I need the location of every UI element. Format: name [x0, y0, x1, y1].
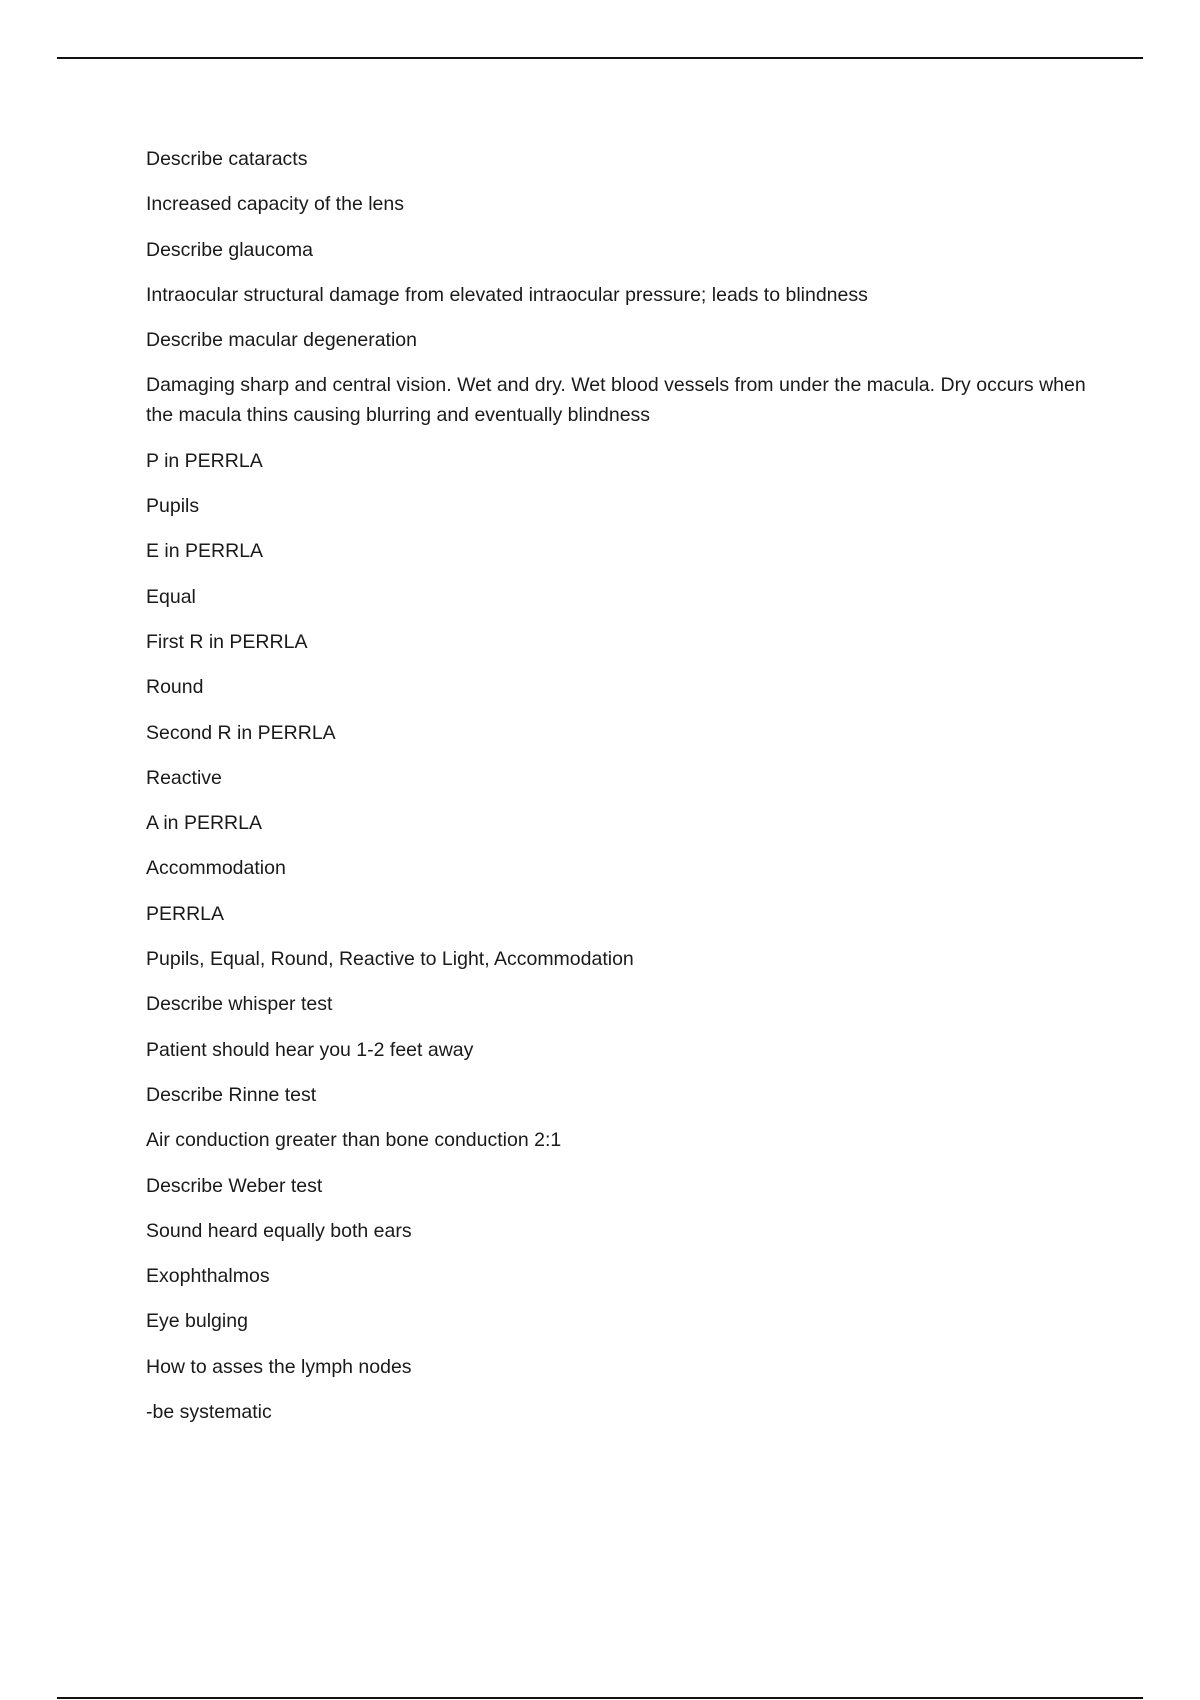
text-line: Describe Weber test: [146, 1174, 323, 1197]
text-line: Second R in PERRLA: [146, 721, 336, 744]
text-line: Accommodation: [146, 857, 286, 880]
text-line: Air conduction greater than bone conduction 2:1: [146, 1129, 562, 1152]
text-line: Reactive: [146, 766, 222, 789]
document-body: [146, 144, 1096, 1442]
text-line: Sound heard equally both ears: [146, 1219, 412, 1242]
text-line: Equal: [146, 585, 196, 608]
text-line: Eye bulging: [146, 1310, 248, 1333]
text-line: Round: [146, 676, 204, 699]
text-line: Patient should hear you 1-2 feet away: [146, 1038, 474, 1061]
text-line: Describe whisper test: [146, 993, 333, 1016]
text-line: PERRLA: [146, 902, 225, 925]
text-line: Pupils: [146, 495, 200, 518]
text-line: Intraocular structural damage from elevated intraocular pressure; leads to blindness: [146, 283, 868, 306]
text-line: Exophthalmos: [146, 1265, 270, 1288]
text-line: Describe Rinne test: [146, 1083, 317, 1106]
text-line: P in PERRLA: [146, 449, 263, 472]
text-line: First R in PERRLA: [146, 630, 308, 653]
header-rule: [57, 57, 1143, 59]
text-line: -be systematic: [146, 1401, 272, 1424]
footer-rule: [57, 1697, 1143, 1699]
text-line: Pupils, Equal, Round, Reactive to Light, Accommodation: [146, 948, 634, 971]
text-line: E in PERRLA: [146, 540, 264, 563]
text-line: How to asses the lymph nodes: [146, 1355, 412, 1378]
text-line: Increased capacity of the lens: [146, 193, 404, 216]
text-line: Describe cataracts: [146, 148, 308, 170]
text-line: Describe glaucoma: [146, 238, 313, 261]
text-line: Damaging sharp and central vision. Wet and dry. Wet blood vessels from under the macula. Dry occurs when the macula thins causing blurring and eventually blindness: [146, 374, 1086, 427]
text-line: Describe macular degeneration: [146, 329, 417, 352]
text-line: A in PERRLA: [146, 812, 262, 835]
